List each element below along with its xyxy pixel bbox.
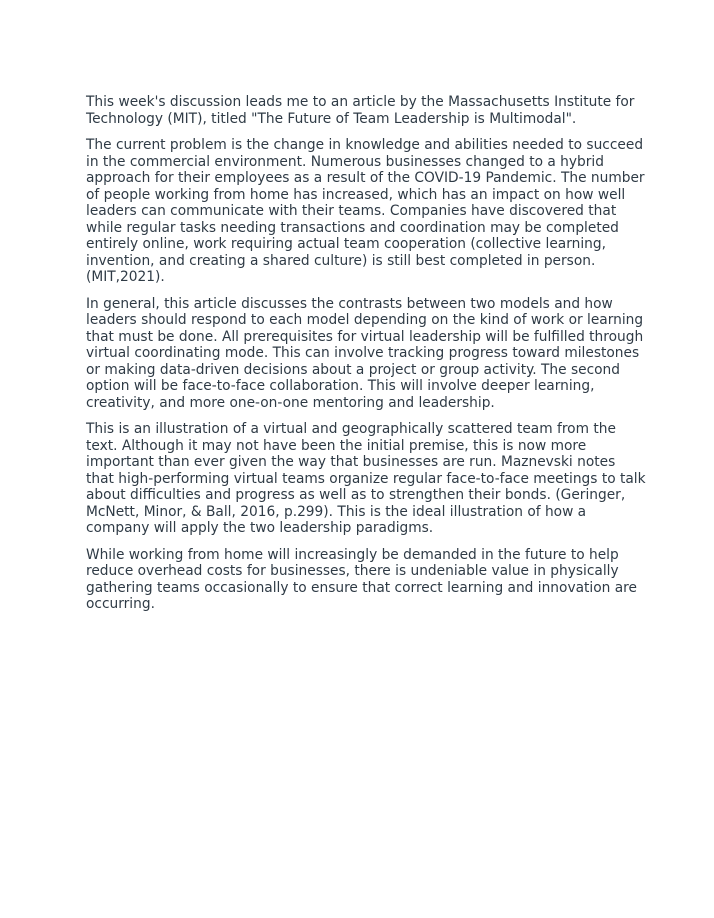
paragraph-two-models: In general, this article discusses the contrasts between two models and how leaders should respond to each model depending on the kind of work or learning that must be done. All prerequisites for virtual leadership will be fulfilled through virtual coordinating mode. This can involve tracking progress toward milestones or making data-driven decisions about a project or group activity. The second option will be face-to-face collaboration. This will involve deeper learning, creativity, and more one-on-one mentoring and leadership. bbox=[86, 295, 644, 411]
paragraph-intro: This week's discussion leads me to an article by the Massachusetts Institute for Technology (MIT), titled "The Future of Team Leadership is Multimodal". bbox=[86, 94, 635, 127]
paragraph-illustration: This is an illustration of a virtual and geographically scattered team from the text. Although it may not have been the initial premise, this is now more important than ever given the way that businesses are run. Maznevski notes that high-performing virtual teams organize regular face-to-face meetings to talk about difficulties and progress as well as to strengthen their bonds. (Geringer, McNett, Minor, & Ball, 2016, p.299). This is the ideal illustration of how a company will apply the two leadership paradigms. bbox=[86, 421, 646, 536]
paragraph-current-problem: The current problem is the change in knowledge and abilities needed to succeed in the commercial environment. Numerous businesses changed to a hybrid approach for their employees as a result of the COVID-19 Pandemic. The number of people working from home has increased, which has an impact on how well leaders can communicate with their teams. Companies have discovered that while regular tasks needing transactions and coordination may be completed entirely online, work requiring actual team cooperation (collective learning, invention, and creating a shared culture) is still best completed in person. (MIT,2021). bbox=[86, 137, 645, 285]
document-body bbox=[86, 94, 646, 623]
paragraph-conclusion: While working from home will increasingly be demanded in the future to help reduce overhead costs for businesses, there is undeniable value in physically gathering teams occasionally to ensure that correct learning and innovation are occurring. bbox=[86, 546, 637, 612]
